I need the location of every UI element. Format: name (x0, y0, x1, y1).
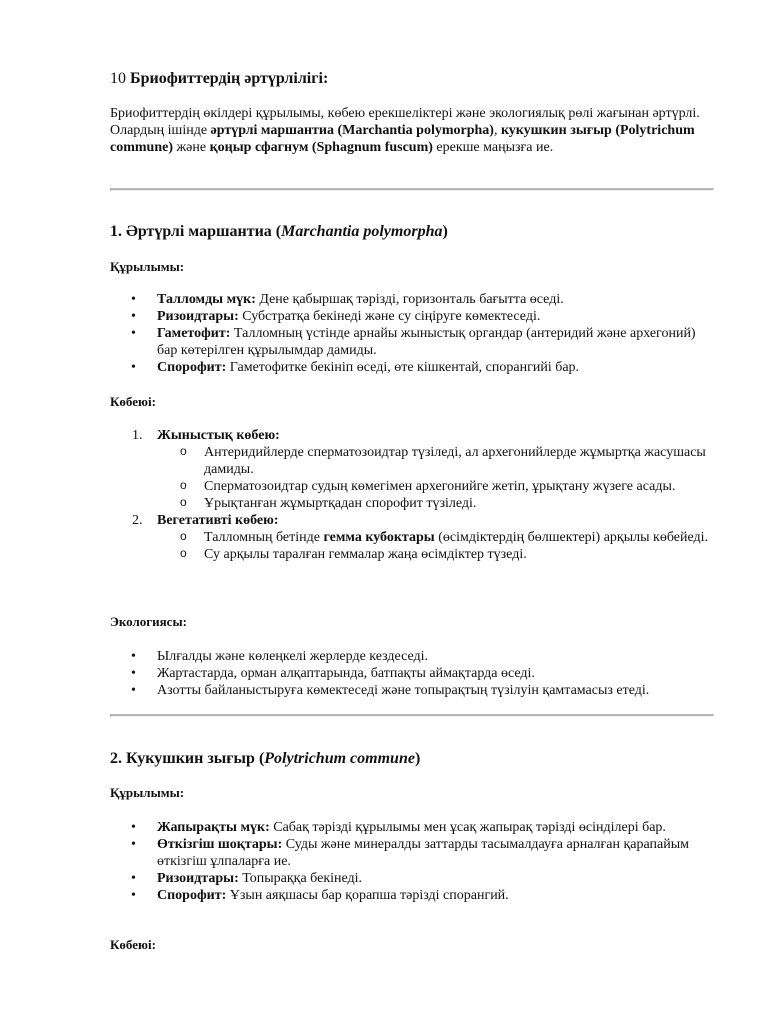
sub-list-item (157, 529, 710, 546)
section-1-reproduction-heading: Көбеюі: (110, 394, 156, 409)
title-text: Бриофиттердің әртүрлілігі: (130, 70, 329, 87)
section-2-reproduction-heading: Көбеюі: (110, 937, 156, 952)
sub-item-text: Су арқылы таралған геммалар жаңа өсімдіктер түзеді. (204, 547, 527, 562)
list-item (110, 887, 710, 904)
list-item (110, 836, 710, 870)
list-item (110, 648, 710, 665)
intro-text: Бриофиттердің өкілдері құрылымы, көбею ерекшеліктері және экологиялық рөлі жағынан әртүрлі. Олардың ішінде (110, 106, 700, 138)
item-label: Жыныстық көбею: (157, 428, 280, 443)
title-number: 10 (110, 70, 130, 87)
sub-list-item (157, 546, 710, 563)
numbered-item (110, 512, 710, 563)
section-1-ecology-list (110, 648, 710, 699)
section-2-title-close: ) (414, 750, 421, 767)
list-item (110, 325, 710, 359)
sub-item-bold: гемма кубоктары (323, 530, 435, 545)
section-1-ecology-heading: Экологиясы: (110, 614, 187, 629)
item-term: Ризоидтары: (157, 871, 239, 886)
section-2-title (110, 749, 420, 769)
item-text: Ылғалды және көлеңкелі жерлерде кездеседі. (157, 649, 429, 664)
list-item (110, 291, 710, 308)
section-1-title-latin: Marchantia polymorpha (281, 223, 443, 240)
item-text: Дене қабыршақ тәрізді, горизонталь бағытта өседі. (255, 292, 564, 307)
list-item (110, 665, 710, 682)
section-1-structure-heading: Құрылымы: (110, 259, 185, 274)
numbered-item (110, 427, 710, 512)
section-1-title (110, 222, 448, 242)
sub-list-item (157, 495, 710, 512)
sub-item-text: Сперматозоидтар судың көмегімен архегонийге жетіп, ұрықтану жүзеге асады. (204, 479, 676, 494)
item-text: Гаметофитке бекініп өседі, өте кішкентай, спорангийі бар. (226, 360, 580, 375)
sub-item-text: (өсімдіктердің бөлшектері) арқылы көбейеді. (434, 530, 709, 545)
sub-item-text: Талломның бетінде (204, 530, 324, 545)
section-2-structure-list (110, 819, 710, 904)
intro-bold-sphagnum: қоңыр сфагнум (Sphagnum fuscum) (209, 140, 433, 155)
sub-list (157, 529, 710, 563)
item-text: Ұзын аяқшасы бар қорапша тәрізді спорангий. (226, 888, 509, 903)
intro-paragraph (110, 105, 710, 156)
item-term: Спорофит: (157, 888, 227, 903)
sub-item-text: Антеридийлерде сперматозоидтар түзіледі, ал архегонийлерде жұмыртқа жасушасы дамиды. (204, 445, 706, 477)
list-item (110, 308, 710, 325)
horizontal-rule (110, 188, 714, 191)
item-text: Жартастарда, орман алқаптарында, батпақты аймақтарда өседі. (157, 666, 535, 681)
section-2-title-latin: Polytrichum commune (264, 750, 415, 767)
item-number: 2. (132, 513, 143, 528)
item-text: Субстратқа бекінеді және су сіңіруге көмектеседі. (238, 309, 541, 324)
item-term: Өткізгіш шоқтары: (157, 837, 283, 852)
section-1-title-close: ) (442, 223, 448, 240)
item-text: Топыраққа бекінеді. (238, 871, 363, 886)
section-2-title-text: 2. Кукушкин зығыр ( (110, 750, 265, 767)
item-term: Жапырақты мүк: (157, 820, 270, 835)
item-text: Талломның үстінде арнайы жыныстық органдар (антеридий және архегоний) бар көтерілген құрылымдар дамиды. (157, 326, 696, 358)
section-2-structure-heading: Құрылымы: (110, 785, 185, 800)
list-item (110, 819, 710, 836)
sub-list (157, 444, 710, 512)
sub-list-item (157, 444, 710, 478)
item-term: Талломды мүк: (157, 292, 256, 307)
item-term: Ризоидтары: (157, 309, 239, 324)
item-label: Вегетативті көбею: (157, 513, 279, 528)
intro-text: , (493, 123, 501, 138)
list-item (110, 870, 710, 887)
intro-text: ерекше маңызға ие. (432, 140, 554, 155)
list-item (110, 682, 710, 699)
sub-list-item (157, 478, 710, 495)
item-number: 1. (132, 428, 143, 443)
sub-item-text: Ұрықтанған жұмыртқадан спорофит түзіледі. (204, 496, 477, 511)
item-text: Сабақ тәрізді құрылымы мен ұсақ жапырақ тәрізді өсінділері бар. (269, 820, 666, 835)
section-1-reproduction-list (110, 427, 710, 563)
intro-bold-polytrichum: кукушкин зығыр (Polytrichum commune) (110, 123, 695, 155)
intro-text: және (173, 140, 210, 155)
section-1-structure-list (110, 291, 710, 376)
list-item (110, 359, 710, 376)
item-text: Суды және минералды заттарды тасымалдауға арналған қарапайым өткізгіш ұлпаларға ие. (157, 837, 689, 869)
horizontal-rule (110, 714, 714, 717)
item-term: Гаметофит: (157, 326, 231, 341)
item-term: Спорофит: (157, 360, 227, 375)
intro-bold-marchantia: әртүрлі маршантиа (Marchantia polymorpha) (210, 123, 494, 138)
section-1-title-text: 1. Әртүрлі маршантиа ( (110, 223, 282, 240)
document-title (110, 68, 328, 90)
item-text: Азотты байланыстыруға көмектеседі және топырақтың түзілуін қамтамасыз етеді. (157, 683, 650, 698)
